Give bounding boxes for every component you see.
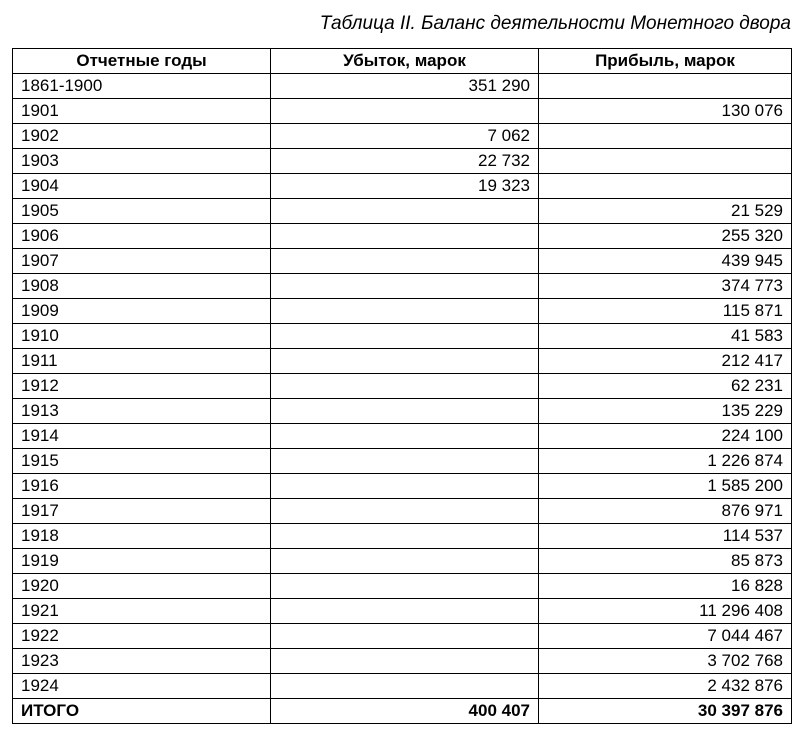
year-cell: 1920 <box>13 574 271 599</box>
table-row <box>13 149 792 174</box>
profit-cell: 16 828 <box>539 574 792 599</box>
loss-cell <box>271 574 539 599</box>
profit-cell: 135 229 <box>539 399 792 424</box>
loss-cell <box>271 524 539 549</box>
profit-cell: 21 529 <box>539 199 792 224</box>
year-cell: 1909 <box>13 299 271 324</box>
year-cell: 1922 <box>13 624 271 649</box>
loss-cell <box>271 674 539 699</box>
table-row <box>13 549 792 574</box>
profit-cell: 2 432 876 <box>539 674 792 699</box>
profit-cell: 212 417 <box>539 349 792 374</box>
table-title: Таблица II. Баланс деятельности Монетного двора <box>319 13 791 34</box>
year-cell: 1910 <box>13 324 271 349</box>
loss-cell: 7 062 <box>271 124 539 149</box>
header-profit: Прибыль, марок <box>539 49 792 74</box>
profit-cell: 114 537 <box>539 524 792 549</box>
table-row <box>13 424 792 449</box>
table-row <box>13 124 792 149</box>
loss-cell <box>271 99 539 124</box>
year-cell: 1902 <box>13 124 271 149</box>
year-cell: 1904 <box>13 174 271 199</box>
loss-cell: 19 323 <box>271 174 539 199</box>
loss-cell <box>271 274 539 299</box>
profit-cell: 7 044 467 <box>539 624 792 649</box>
profit-cell: 115 871 <box>539 299 792 324</box>
profit-cell: 374 773 <box>539 274 792 299</box>
table-row <box>13 674 792 699</box>
year-cell: 1908 <box>13 274 271 299</box>
table-body <box>13 74 792 699</box>
table-row <box>13 599 792 624</box>
year-cell: 1923 <box>13 649 271 674</box>
profit-cell <box>539 149 792 174</box>
loss-cell: 351 290 <box>271 74 539 99</box>
loss-cell <box>271 299 539 324</box>
table-row <box>13 449 792 474</box>
year-cell: 1901 <box>13 99 271 124</box>
year-cell: 1915 <box>13 449 271 474</box>
table-row <box>13 574 792 599</box>
table-row <box>13 349 792 374</box>
loss-cell <box>271 449 539 474</box>
profit-cell: 41 583 <box>539 324 792 349</box>
year-cell: 1913 <box>13 399 271 424</box>
loss-cell <box>271 374 539 399</box>
profit-cell <box>539 174 792 199</box>
year-cell: 1907 <box>13 249 271 274</box>
table-row <box>13 374 792 399</box>
loss-cell: 22 732 <box>271 149 539 174</box>
year-cell: 1919 <box>13 549 271 574</box>
loss-cell <box>271 549 539 574</box>
profit-cell: 255 320 <box>539 224 792 249</box>
table-row <box>13 524 792 549</box>
table-row <box>13 499 792 524</box>
year-cell: 1921 <box>13 599 271 624</box>
header-row <box>13 49 792 74</box>
total-label: ИТОГО <box>13 699 271 724</box>
total-loss: 400 407 <box>271 699 539 724</box>
balance-table <box>12 48 792 724</box>
profit-cell: 85 873 <box>539 549 792 574</box>
loss-cell <box>271 624 539 649</box>
year-cell: 1861-1900 <box>13 74 271 99</box>
table-row <box>13 224 792 249</box>
year-cell: 1914 <box>13 424 271 449</box>
total-profit: 30 397 876 <box>539 699 792 724</box>
table-row <box>13 474 792 499</box>
loss-cell <box>271 324 539 349</box>
loss-cell <box>271 249 539 274</box>
table-row <box>13 624 792 649</box>
table-row <box>13 299 792 324</box>
header-years: Отчетные годы <box>13 49 271 74</box>
year-cell: 1924 <box>13 674 271 699</box>
loss-cell <box>271 599 539 624</box>
profit-cell: 3 702 768 <box>539 649 792 674</box>
year-cell: 1912 <box>13 374 271 399</box>
table-row <box>13 324 792 349</box>
table-row <box>13 649 792 674</box>
year-cell: 1917 <box>13 499 271 524</box>
table-row <box>13 399 792 424</box>
table-row <box>13 199 792 224</box>
profit-cell: 11 296 408 <box>539 599 792 624</box>
profit-cell: 1 585 200 <box>539 474 792 499</box>
loss-cell <box>271 499 539 524</box>
table-row <box>13 274 792 299</box>
profit-cell: 62 231 <box>539 374 792 399</box>
loss-cell <box>271 224 539 249</box>
year-cell: 1916 <box>13 474 271 499</box>
profit-cell: 130 076 <box>539 99 792 124</box>
loss-cell <box>271 349 539 374</box>
profit-cell: 439 945 <box>539 249 792 274</box>
table-row <box>13 74 792 99</box>
table-row <box>13 99 792 124</box>
table-row <box>13 249 792 274</box>
year-cell: 1905 <box>13 199 271 224</box>
profit-cell <box>539 74 792 99</box>
year-cell: 1918 <box>13 524 271 549</box>
profit-cell: 876 971 <box>539 499 792 524</box>
total-row <box>13 699 792 724</box>
profit-cell: 1 226 874 <box>539 449 792 474</box>
loss-cell <box>271 474 539 499</box>
profit-cell: 224 100 <box>539 424 792 449</box>
loss-cell <box>271 199 539 224</box>
table-row <box>13 174 792 199</box>
year-cell: 1903 <box>13 149 271 174</box>
year-cell: 1911 <box>13 349 271 374</box>
header-loss: Убыток, марок <box>271 49 539 74</box>
year-cell: 1906 <box>13 224 271 249</box>
profit-cell <box>539 124 792 149</box>
loss-cell <box>271 424 539 449</box>
loss-cell <box>271 399 539 424</box>
loss-cell <box>271 649 539 674</box>
